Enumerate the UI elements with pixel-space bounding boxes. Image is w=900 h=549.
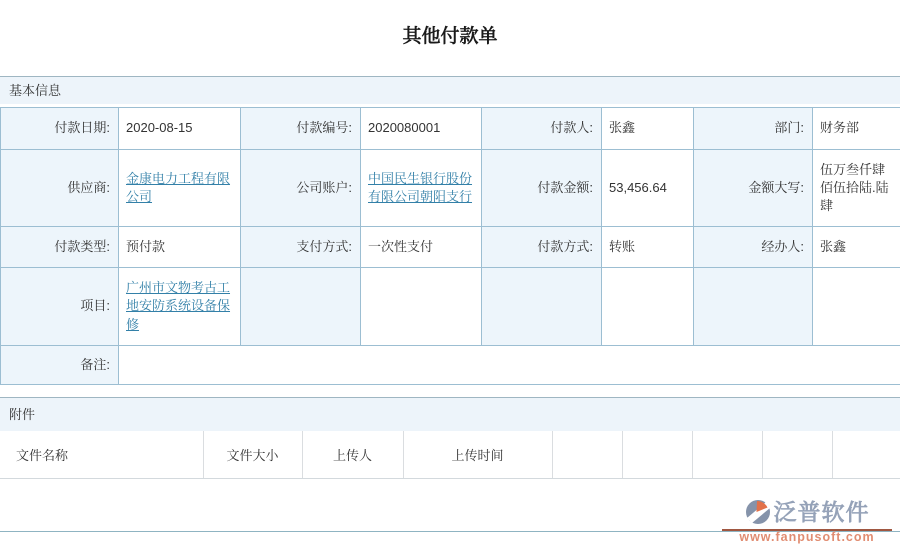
field-value-supplier	[119, 150, 241, 227]
section-title-attachments: 附件	[9, 407, 36, 422]
field-label-supplier: 供应商:	[1, 150, 119, 227]
attachment-col-empty	[692, 431, 762, 478]
attachments-table	[0, 431, 900, 479]
fanpu-logo-text: 泛普软件	[773, 498, 870, 525]
form-row-2	[1, 150, 900, 227]
form-row-1	[1, 108, 900, 150]
field-value-payment-number: 2020080001	[361, 108, 482, 150]
field-value-pay-method: 一次性支付	[361, 227, 482, 268]
basic-info-table	[0, 107, 900, 385]
field-value-payment-way: 转账	[602, 227, 694, 268]
field-label-company-account: 公司账户:	[241, 150, 361, 227]
field-label-payment-number: 付款编号:	[241, 108, 361, 150]
form-row-4	[1, 268, 900, 346]
empty-label-cell	[694, 268, 813, 346]
field-value-company-account	[361, 150, 482, 227]
field-label-department: 部门:	[694, 108, 813, 150]
form-row-3	[1, 227, 900, 268]
field-label-amount-in-words: 金额大写:	[694, 150, 813, 227]
attachment-col-empty	[622, 431, 692, 478]
empty-label-cell	[241, 268, 361, 346]
field-label-payment-way: 付款方式:	[482, 227, 602, 268]
field-value-payment-date: 2020-08-15	[119, 108, 241, 150]
fanpu-website-link[interactable]: www.fanpusoft.com	[739, 530, 875, 544]
company-account-link[interactable]: 中国民生银行股份有限公司朝阳支行	[368, 170, 473, 204]
field-label-pay-method: 支付方式:	[241, 227, 361, 268]
page-title: 其他付款单	[402, 26, 498, 47]
field-value-department: 财务部	[813, 108, 900, 150]
attachment-col-empty	[762, 431, 832, 478]
attachment-col-uploader: 上传人	[302, 431, 403, 478]
field-label-payment-date: 付款日期:	[1, 108, 119, 150]
field-label-payer: 付款人:	[482, 108, 602, 150]
section-header-basic-info	[0, 76, 900, 104]
empty-value-cell	[361, 268, 482, 346]
field-value-handler: 张鑫	[813, 227, 900, 268]
fanpu-logo	[722, 497, 892, 544]
field-value-payment-amount: 53,456.64	[602, 150, 694, 227]
empty-label-cell	[482, 268, 602, 346]
empty-value-cell	[602, 268, 694, 346]
attachments-header-row	[0, 431, 900, 478]
field-value-remark	[119, 346, 900, 385]
field-label-payment-amount: 付款金额:	[482, 150, 602, 227]
fanpu-logo-icon	[745, 499, 771, 525]
field-label-handler: 经办人:	[694, 227, 813, 268]
attachment-col-file-size: 文件大小	[203, 431, 302, 478]
fanpu-logo-row	[722, 497, 892, 527]
form-row-5	[1, 346, 900, 385]
field-value-payer: 张鑫	[602, 108, 694, 150]
section-header-attachments	[0, 397, 900, 431]
attachment-col-empty	[832, 431, 900, 478]
empty-value-cell	[813, 268, 900, 346]
field-label-payment-type: 付款类型:	[1, 227, 119, 268]
field-value-project	[119, 268, 241, 346]
attachment-col-upload-time: 上传时间	[403, 431, 552, 478]
section-title-basic-info: 基本信息	[9, 83, 62, 98]
field-label-remark: 备注:	[1, 346, 119, 385]
project-link[interactable]: 广州市文物考古工地安防系统设备保修	[126, 280, 231, 332]
field-value-amount-in-words: 伍万叁仟肆佰伍拾陆.陆肆	[813, 150, 900, 227]
attachment-col-empty	[552, 431, 622, 478]
attachment-col-file-name: 文件名称	[0, 431, 203, 478]
field-value-payment-type: 预付款	[119, 227, 241, 268]
supplier-link[interactable]: 金康电力工程有限公司	[126, 170, 231, 204]
field-label-project: 项目:	[1, 268, 119, 346]
